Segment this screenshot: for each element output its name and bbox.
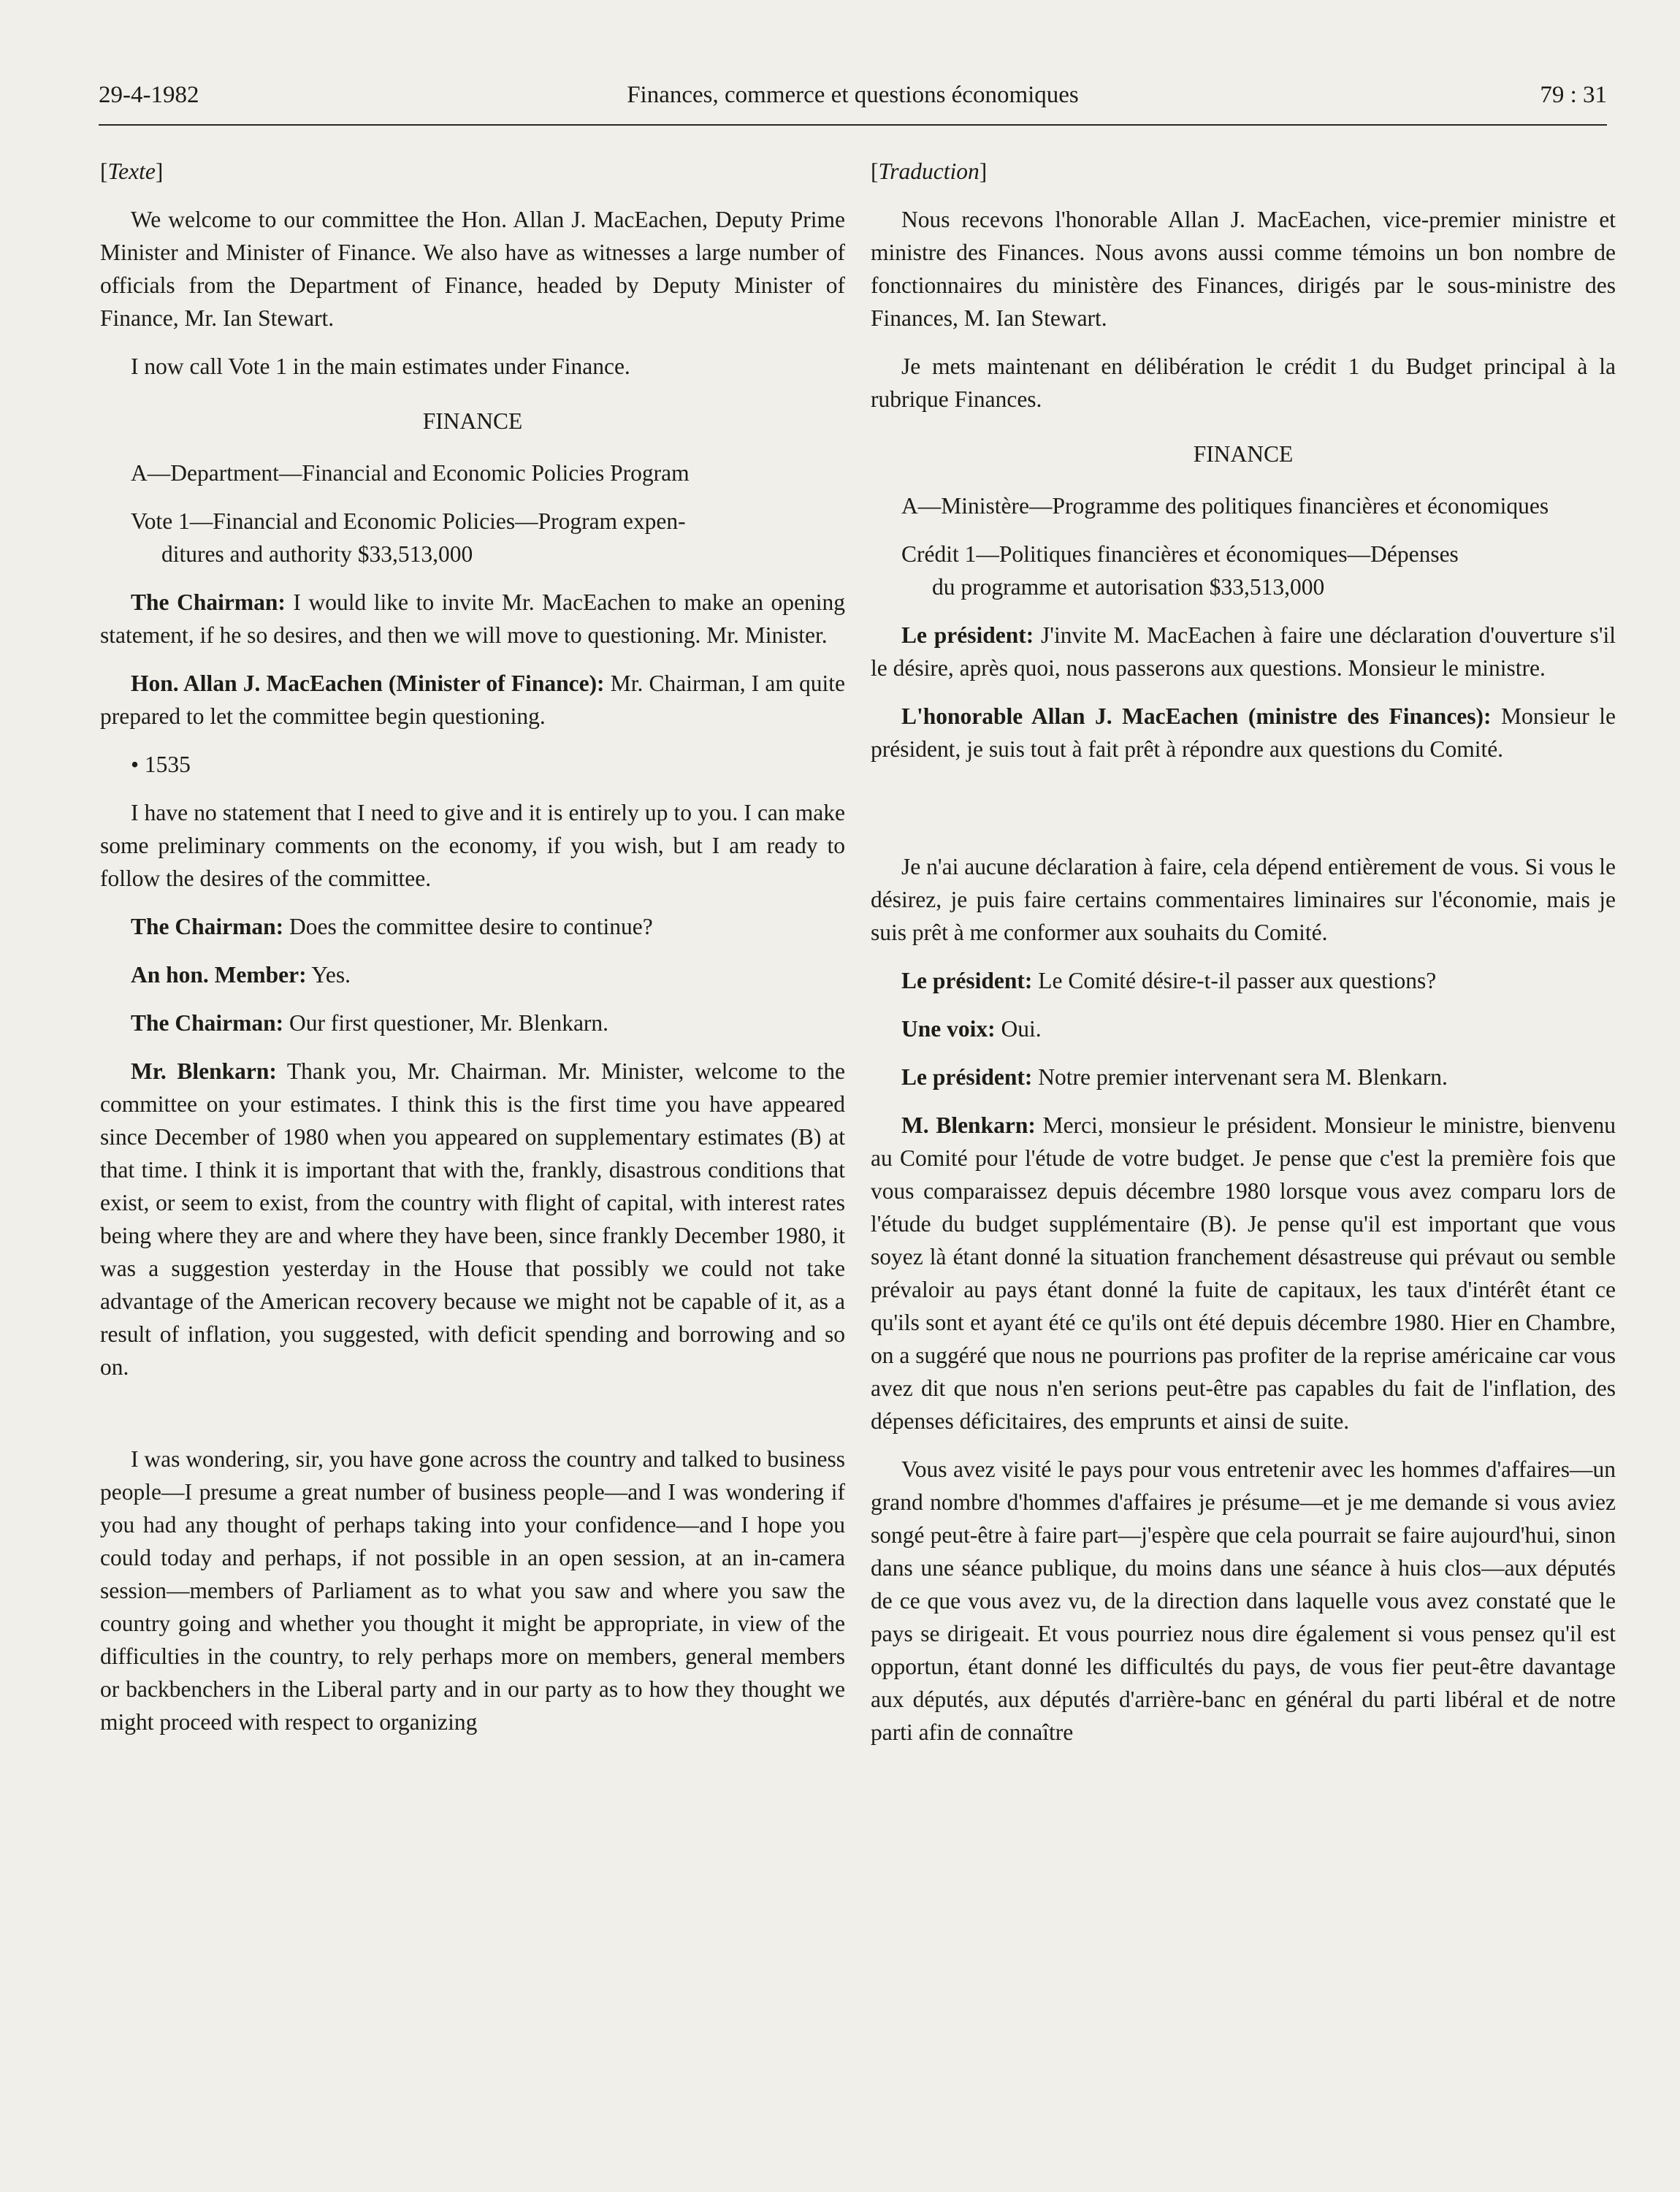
header-page-number: 79 : 31 [1540,82,1607,108]
speech-text: Merci, monsieur le président. Monsieur le ministre, bienvenu au Comité pour l'étude de votre budget. Je pense que c'est la première fois que vous comparaissez depuis décembre 1980 lorsque vous avez comparu lors de l'étude du budget supplémentaire (B). Je pense qu'il est important que vous soyez là étant donné la situation franchement désastreuse qui prévaut ou semble prévaloir au pays étant donné la fuite de capitaux, les taux d'intérêt étant ce qu'ils sont et ayant été ce qu'ils ont été depuis décembre 1980. Hier en Chambre, on a suggéré que nous ne pourrions pas profiter de la reprise américaine car vous avez dit que nous n'en serions peut-être pas capables du fait de l'inflation, des dépenses déficitaires, des emprunts et ainsi de suite. [871,1112,1616,1434]
speech-text: Notre premier intervenant sera M. Blenkarn. [1032,1064,1448,1090]
speaker: The Chairman: [131,914,284,939]
tag-word: Traduction [878,159,980,184]
paragraph: Nous recevons l'honorable Allan J. MacEachen, vice-premier ministre et ministre des Finances. Nous avons aussi comme témoins un bon nombre de fonctionnaires du ministère des Finances, dirigés par le sous-ministre des Finances, M. Ian Stewart. [871,207,1616,331]
speech-text: J'invite M. MacEachen à faire une déclaration d'ouverture s'il le désire, après quoi, nous passerons aux questions. Monsieur le ministre. [871,622,1616,681]
vote-line [871,538,1616,603]
speaker: The Chairman: [131,589,286,615]
speech [100,1055,845,1383]
paragraph: Vous avez visité le pays pour vous entretenir avec les hommes d'affaires—un grand nombre d'hommes d'affaires je présume—et je me demande si vous aviez songé peut-être à faire part—j'espère que cela pourrait se faire aujourd'hui, sinon dans une séance publique, du moins dans une séance à huis clos—aux députés de ce que vous avez vu, de la direction dans laquelle vous avez constaté que le pays se dirigeait. Et vous pourriez nous dire également si vous pensez qu'il est opportun, étant donné les difficultés du pays, de vous fier peut-être davantage aux députés, aux députés d'arrière-banc en général du parti libéral et de notre parti afin de connaître [871,1456,1616,1745]
texte-tag [100,155,845,188]
speaker: L'honorable Allan J. MacEachen (ministre des Finances): [901,703,1492,729]
vote-title-cont: du programme et autorisation [932,574,1204,600]
speaker: M. Blenkarn: [901,1112,1036,1138]
speech [100,586,845,652]
speaker: Le président: [901,622,1034,648]
vote-title-cont: ditures and authority [161,541,352,567]
speaker: Hon. Allan J. MacEachen (Minister of Finance): [131,671,605,696]
speech-text: Thank you, Mr. Chairman. Mr. Minister, welcome to the committee on your estimates. I think this is the first time you have appeared since December of 1980 when you appeared on supplementary estimates (B) at that time. I think it is important that with the, frankly, disastrous conditions that exist, or seem to exist, from the country with flight of capital, with interest rates being where they are and where they have been, since frankly December 1980, it was a suggestion yesterday in the House that possibly we could not take advantage of the American recovery because we might not be capable of it, as a result of inflation, you suggested, with deficit spending and borrowing and so on. [100,1058,845,1380]
paragraph: Je mets maintenant en délibération le crédit 1 du Budget principal à la rubrique Finances. [871,354,1616,412]
vote-title: Crédit 1—Politiques financières et économiques—Dépenses [901,541,1459,567]
speech [100,910,845,943]
running-header [99,82,1607,126]
vote-title: Vote 1—Financial and Economic Policies—Program expen- [131,508,686,534]
speaker: Une voix: [901,1016,996,1042]
speaker: An hon. Member: [131,962,307,988]
french-column [871,155,1616,1764]
speech [871,1109,1616,1437]
program-line: A—Department—Financial and Economic Policies Program [131,460,690,486]
time-marker: • 1535 [131,752,191,777]
header-date: 29-4-1982 [99,82,199,108]
speech-text: Our first questioner, Mr. Blenkarn. [283,1010,609,1036]
tag-bracket: ] [155,159,164,184]
tag-bracket: [ [100,159,108,184]
traduction-tag [871,155,1616,188]
speech-text: Monsieur le président, je suis tout à fait prêt à répondre aux questions du Comité. [871,703,1616,762]
speech-text: Does the committee desire to continue? [283,914,653,939]
speech-text: Yes. [306,962,351,988]
speaker: Mr. Blenkarn: [131,1058,277,1084]
speech-text: Mr. Chairman, I am quite prepared to let the committee begin questioning. [100,671,845,729]
vote-amount: $33,513,000 [1209,574,1325,600]
spacer [871,781,1616,850]
speaker: The Chairman: [131,1010,284,1036]
speech-text: I would like to invite Mr. MacEachen to make an opening statement, if he so desires, and then we will move to questioning. Mr. Minister. [100,589,845,648]
speech-text: Oui. [995,1016,1042,1042]
speech [871,1012,1616,1045]
speaker: Le président: [901,1064,1033,1090]
tag-bracket: [ [871,159,879,184]
tag-word: Texte [107,159,156,184]
vote-amount: $33,513,000 [357,541,473,567]
speech [871,700,1616,765]
spacer [100,1399,845,1443]
speech [871,1061,1616,1093]
paragraph: We welcome to our committee the Hon. Allan J. MacEachen, Deputy Prime Minister and Minister of Finance. We also have as witnesses a large number of officials from the Department of Finance, headed by Deputy Minister of Finance, Mr. Ian Stewart. [100,207,845,331]
speech [100,958,845,991]
paragraph: I have no statement that I need to give and it is entirely up to you. I can make some preliminary comments on the economy, if you wish, but I am ready to follow the desires of the committee. [100,800,845,891]
section-heading: FINANCE [1193,441,1294,467]
vote-amount-line [131,538,845,570]
speech [100,1007,845,1039]
header-title: Finances, commerce et questions économiques [627,82,1079,108]
program-line: A—Ministère—Programme des politiques financières et économiques [901,493,1549,519]
paragraph: I now call Vote 1 in the main estimates under Finance. [131,354,630,379]
paragraph: I was wondering, sir, you have gone across the country and talked to business people—I presume a great number of business people—and I was wondering if you had any thought of perhaps taking into your confidence—and I hope you could today and perhaps, if not possible in an open session, at an in-camera session—members of Parliament as to what you saw and where you saw the country going and whether you thought it might be appropriate, in view of the difficulties in the country, to rely perhaps more on members, general members or backbenchers in the Liberal party and in our party as to how they thought we might proceed with respect to organizing [100,1446,845,1735]
english-column [100,155,845,1754]
speech-text: Le Comité désire-t-il passer aux questions? [1032,968,1437,993]
speech [871,619,1616,684]
speech [871,964,1616,997]
speech [100,667,845,733]
speaker: Le président: [901,968,1033,993]
section-heading: FINANCE [422,408,523,434]
paragraph: Je n'ai aucune déclaration à faire, cela dépend entièrement de vous. Si vous le désirez, je puis faire certains commentaires liminaires sur l'économie, mais je suis prêt à me conformer aux souhaits du Comité. [871,854,1616,945]
vote-amount-line [901,570,1616,603]
vote-line [100,505,845,570]
tag-bracket: ] [979,159,988,184]
